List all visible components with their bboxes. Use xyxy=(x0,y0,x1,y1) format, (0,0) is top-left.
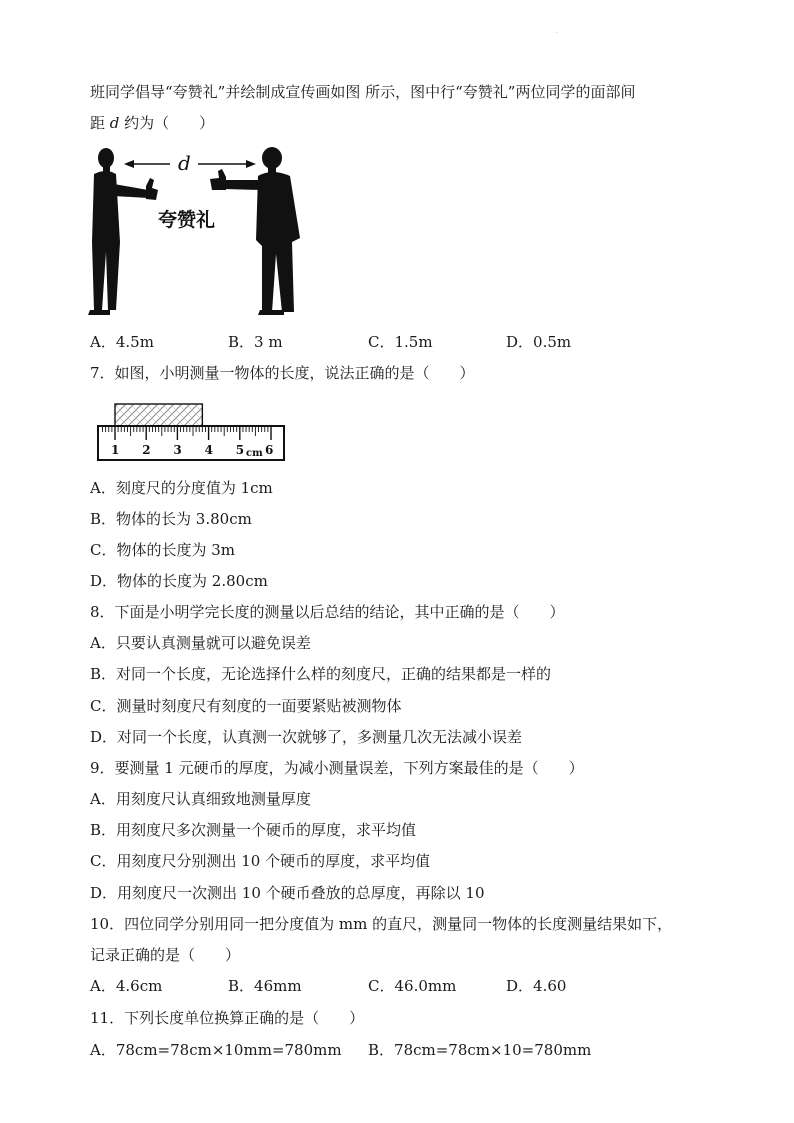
q10-stem-line1: 10．四位同学分别用同一把分度值为 mm 的直尺，测量同一物体的长度测量结果如下， xyxy=(90,915,673,933)
q6-option-c[interactable]: C．1.5m xyxy=(368,333,433,351)
ruler-number: 1 xyxy=(111,443,120,457)
left-person-silhouette xyxy=(88,148,158,315)
measured-object xyxy=(115,404,202,426)
q6-stem-suffix: 约为（ ） xyxy=(119,114,215,132)
q9-option-c[interactable]: C．用刻度尺分别测出 10 个硬币的厚度，求平均值 xyxy=(90,852,431,870)
ruler-number: 5 xyxy=(235,443,245,457)
q10-option-b[interactable]: B．46mm xyxy=(228,977,302,995)
q6-option-b[interactable]: B．3 m xyxy=(228,333,283,351)
q6-stem-line1: 班同学倡导“夸赞礼”并绘制成宣传画如图 所示，图中行“夸赞礼”两位同学的面部间 xyxy=(90,83,636,101)
ruler-number: 2 xyxy=(142,443,151,457)
q6-stem-line2 xyxy=(90,113,214,133)
q7-option-b[interactable]: B．物体的长为 3.80cm xyxy=(90,510,252,528)
figure-caption: 夸赞礼 xyxy=(158,209,216,231)
q9-option-d[interactable]: D．用刻度尺一次测出 10 个硬币叠放的总厚度，再除以 10 xyxy=(90,884,485,902)
q10-option-c[interactable]: C．46.0mm xyxy=(368,977,457,995)
q6-variable-d: d xyxy=(109,114,120,132)
q10-stem-line2: 记录正确的是（ ） xyxy=(90,946,241,964)
ruler-number: 6 xyxy=(265,443,274,457)
praise-gesture-figure xyxy=(86,142,306,318)
q9-option-b[interactable]: B．用刻度尺多次测量一个硬币的厚度，求平均值 xyxy=(90,821,417,839)
q11-option-b[interactable]: B．78cm=78cm×10=780mm xyxy=(368,1041,592,1059)
q6-option-d[interactable]: D．0.5m xyxy=(506,333,572,351)
right-person-silhouette xyxy=(210,147,300,315)
q11-stem: 11．下列长度单位换算正确的是（ ） xyxy=(90,1009,365,1027)
q7-stem: 7．如图，小明测量一物体的长度，说法正确的是（ ） xyxy=(90,364,475,382)
distance-label: d xyxy=(178,151,191,175)
q6-option-a[interactable]: A．4.5m xyxy=(90,333,154,351)
ruler-number: 3 xyxy=(173,443,182,457)
q10-option-a[interactable]: A．4.6cm xyxy=(90,977,163,995)
q6-stem-prefix: 距 xyxy=(90,114,110,132)
ruler-unit: cm xyxy=(246,448,263,459)
q10-option-d[interactable]: D．4.60 xyxy=(506,977,567,995)
q8-option-a[interactable]: A．只要认真测量就可以避免误差 xyxy=(90,634,311,652)
corner-mark: · xyxy=(556,30,558,37)
q9-stem: 9．要测量 1 元硬币的厚度，为减小测量误差，下列方案最佳的是（ ） xyxy=(90,759,584,777)
q8-option-d[interactable]: D．对同一个长度，认真测一次就够了，多测量几次无法减小误差 xyxy=(90,728,523,746)
q7-option-a[interactable]: A．刻度尺的分度值为 1cm xyxy=(90,479,273,497)
q8-option-b[interactable]: B．对同一个长度，无论选择什么样的刻度尺，正确的结果都是一样的 xyxy=(90,665,552,683)
ruler-number: 4 xyxy=(204,443,213,457)
q9-option-a[interactable]: A．用刻度尺认真细致地测量厚度 xyxy=(90,790,311,808)
q11-option-a[interactable]: A．78cm=78cm×10mm=780mm xyxy=(90,1041,342,1059)
ruler-figure xyxy=(96,402,288,466)
q8-stem: 8．下面是小明学完长度的测量以后总结的结论，其中正确的是（ ） xyxy=(90,603,565,621)
q7-option-d[interactable]: D．物体的长度为 2.80cm xyxy=(90,572,268,590)
q8-option-c[interactable]: C．测量时刻度尺有刻度的一面要紧贴被测物体 xyxy=(90,697,402,715)
q7-option-c[interactable]: C．物体的长度为 3m xyxy=(90,541,236,559)
